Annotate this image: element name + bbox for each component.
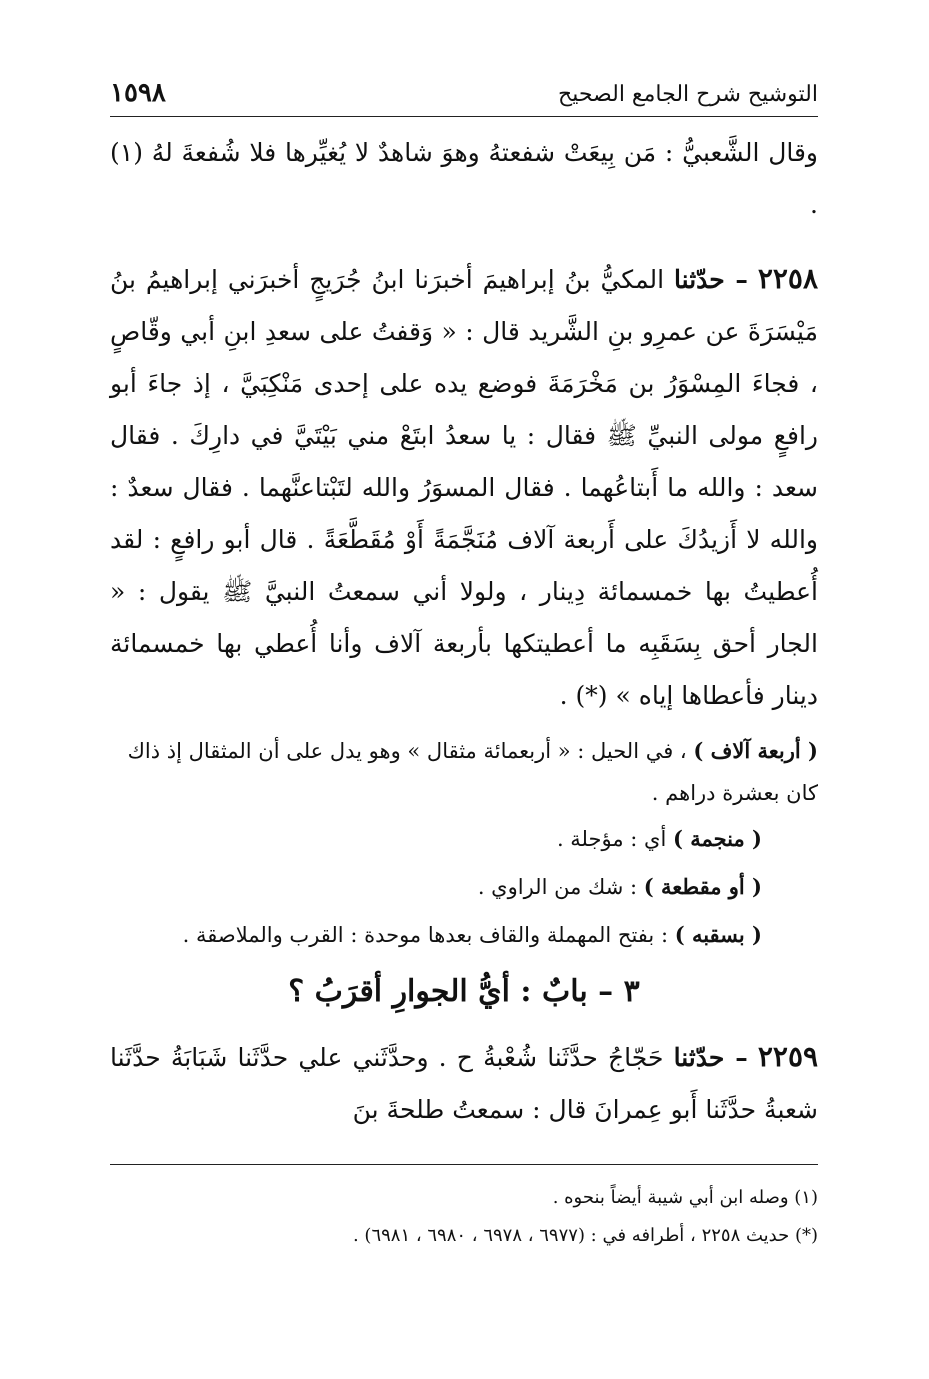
gloss-item xyxy=(110,914,818,956)
footnotes xyxy=(110,1179,818,1255)
hadith-2259 xyxy=(110,1031,818,1136)
intro-paragraph xyxy=(110,127,818,231)
hadith-number: ٢٢٥٨ xyxy=(757,262,818,295)
footnote-item: (*) حديث ٢٢٥٨ ، أطرافه في : (٦٩٧٧ ، ٦٩٧٨ ، ٦٩٨٠ ، ٦٩٨١) . xyxy=(352,1225,818,1246)
gloss-item xyxy=(110,730,818,814)
page-header xyxy=(110,78,818,116)
footnote-item: (١) وصله ابن أبي شيبة أيضاً بنحوه . xyxy=(552,1187,818,1208)
hadith-2258 xyxy=(110,253,818,722)
footnote-rule xyxy=(110,1164,818,1165)
hadith-number: ٢٢٥٩ xyxy=(757,1040,819,1073)
hadith-lead: – حدّثنا xyxy=(673,1043,748,1072)
gloss-text: ، في الحيل : « أربعمائة مثقال » وهو يدل على أن المثقال إذ ذاك كان بعشرة دراهم . xyxy=(127,739,818,805)
gloss-text: أي : مؤجلة . xyxy=(556,827,673,851)
document-page xyxy=(110,78,818,1255)
gloss-term: ( أربعة آلاف ) xyxy=(693,738,818,763)
glosses xyxy=(110,730,818,956)
header-rule xyxy=(110,116,818,117)
gloss-text: : بفتح المهملة والقاف بعدها موحدة : القرب والملاصقة . xyxy=(182,923,675,947)
gloss-term: ( منجمة ) xyxy=(672,826,762,851)
hadith-lead: – حدّثنا xyxy=(674,265,748,294)
book-title: التوشيح شرح الجامع الصحيح xyxy=(558,82,818,107)
gloss-term: ( بسقبه ) xyxy=(674,922,762,947)
intro-text: وقال الشَّعبيُّ : مَن بِيعَتْ شفعتهُ وهوَ شاهدٌ لا يُغيِّرها فلا شُفعةَ لهُ (١) . xyxy=(110,138,818,219)
gloss-item xyxy=(110,818,818,860)
gloss-term: ( أو مقطعة ) xyxy=(643,874,762,899)
page-number: ١٥٩٨ xyxy=(110,78,166,108)
chapter-heading: ٣ – بابٌ : أيُّ الجوارِ أقرَبُ ؟ xyxy=(288,974,640,1009)
gloss-text: : شك من الراوي . xyxy=(477,875,644,899)
gloss-item xyxy=(110,866,818,908)
hadith-text: حَجّاجُ حدَّثَنا شُعْبةُ ح . وحدَّثَني علي حدَّثَنا شَبَابَةُ حدَّثَنا شعبةُ حدَّثَنا أَبو عِمرانَ قال : سمعتُ طلحةَ بنَ xyxy=(110,1043,818,1124)
hadith-text: المكيُّ بنُ إبراهيمَ أخبرَنا ابنُ جُرَيجٍ أخبرَني إبراهيمُ بنُ مَيْسَرَةَ عن عمرِو بنِ الشَّريد قال : « وَقفتُ على سعدِ ابنِ أبي وقّاصٍ ، فجاءَ المِسْوَرُ بن مَخْرَمَةَ فوضع يده على إحدى مَنْكِبَيَّ ، إذ جاءَ أبو رافعٍ مولى النبيِّ ﷺ فقال : يا سعدُ ابتَعْ مني بَيْتَيَّ في دارِكَ . فقال سعد : والله ما أَبتاعُهما . فقال المسوَرُ والله لتَبْتاعنَّهما . فقال سعدٌ : والله لا أَزيدُكَ على أَربعة آلاف مُنَجَّمَةً أَوْ مُقَطَّعَةً . قال أبو رافعٍ : لقد أُعطيتُ بها خمسمائة دِينار ، ولولا أني سمعتُ النبيَّ ﷺ يقول : « الجار أحق بِسَقَبِه ما أعطيتكها بأربعة آلاف وأنا أُعطي بها خمسمائة دينار فأعطاها إياه » (*) . xyxy=(110,265,818,710)
